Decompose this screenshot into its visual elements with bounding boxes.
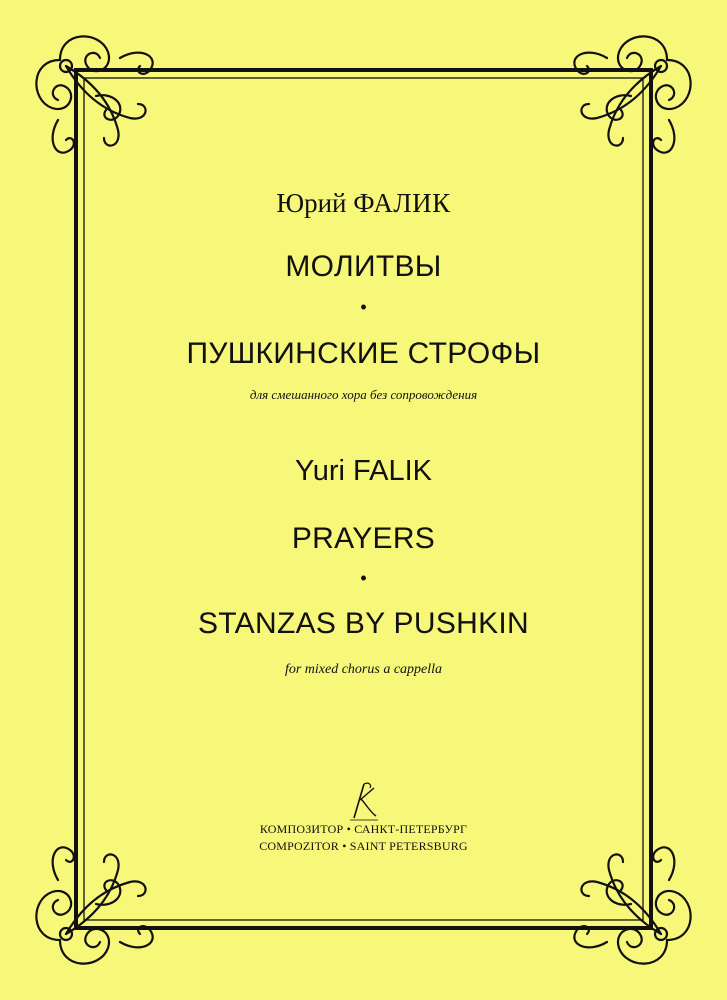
author-first-name-ru: Юрий [276,188,347,218]
compozitor-k-logo-icon [344,780,384,822]
author-last-name-ru: ФАЛИК [353,188,451,218]
subtitle-ru: для смешанного хора без сопровождения [249,387,478,402]
author-name-ru [0,188,727,219]
publisher-en: COMPOZITOR • SAINT PETERSBURG [259,839,468,853]
title-en-prayers: PRAYERS [291,522,436,555]
title-en-stanzas: STANZAS BY PUSHKIN [197,607,530,640]
title-ru-prayers: МОЛИТВЫ [285,250,442,283]
publisher-ru: КОМПОЗИТОР • САНКТ-ПЕТЕРБУРГ [259,822,468,836]
author-name-en: Yuri FALIK [294,455,432,487]
title-ru-stanzas: ПУШКИНСКИЕ СТРОФЫ [186,337,541,370]
title-separator-en: • [360,568,367,588]
subtitle-en: for mixed chorus a cappella [284,662,443,677]
title-separator-ru: • [360,297,367,317]
